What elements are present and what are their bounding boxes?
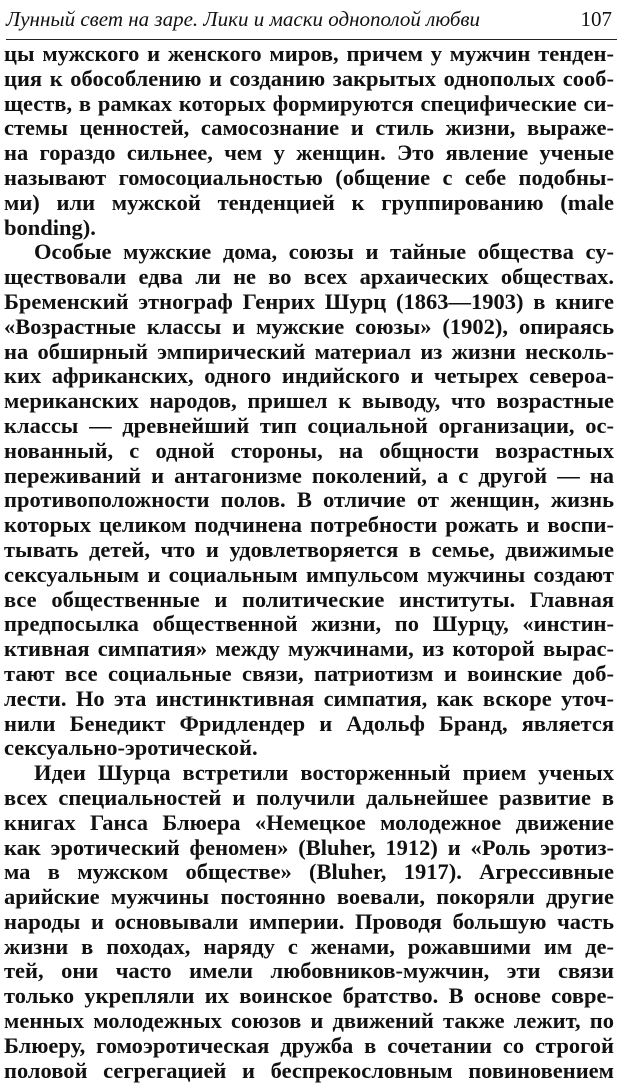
text-line: Бременский этнограф Генрих Шурц (1863—1903) в книге [4, 289, 614, 314]
text-line: ма в мужском обществе» (Bluher, 1917). Агрессивные [4, 860, 614, 885]
text-line: народы и основывали империи. Проводя большую часть [4, 909, 614, 934]
header-rule [6, 39, 617, 40]
text-line: на обширный эмпирический материал из жизни несколь- [4, 339, 614, 364]
text-line: книгах Ганса Блюера «Немецкое молодежное движение [4, 810, 614, 835]
text-line: как эротический феномен» (Bluher, 1912) и «Роль эротиз- [4, 835, 614, 860]
text-line: «Возрастные классы и мужские союзы» (1902), опираясь [4, 314, 614, 339]
text-line: классы — древнейший тип социальной организации, ос- [4, 413, 614, 438]
text-line: ктивная симпатия» между мужчинами, из которой вырас- [4, 637, 614, 662]
text-line: мериканских народов, пришел к выводу, что возрастные [4, 389, 614, 414]
text-line: нованный, с одной стороны, на общности возрастных [4, 438, 614, 463]
text-line: противоположности полов. В отличие от женщин, жизнь [4, 488, 614, 513]
paragraph-start-line: Идеи Шурца встретили восторженный прием ученых [34, 761, 614, 786]
page-number: 107 [580, 7, 612, 31]
paragraph-start-line: Особые мужские дома, союзы и тайные общества су- [34, 240, 614, 265]
text-line: называют гомосоциальностью (общение с себе подобны- [4, 165, 614, 190]
text-line: которых целиком подчинена потребности рожать и воспи- [4, 513, 614, 538]
running-title: Лунный свет на заре. Лики и маски однополой любви [6, 7, 481, 31]
text-line: жизни в походах, наряду с женами, рожавшими им де- [4, 934, 614, 959]
text-line: на гораздо сильнее, чем у женщин. Это явление ученые [4, 141, 614, 166]
text-line: bonding). [4, 215, 96, 240]
text-line: ществ, в рамках которых формируются специфические си- [4, 91, 614, 116]
text-line: ких африканских, одного индийского и четырех североа- [4, 364, 614, 389]
text-line: все общественные и политические институты. Главная [4, 587, 614, 612]
text-line: Блюеру, гомоэротическая дружба в сочетании со строгой [4, 1033, 614, 1058]
text-line: менных молодежных союзов и движений также лежит, по [4, 1009, 614, 1034]
text-line: сексуальным и социальным импульсом мужчины создают [4, 562, 614, 587]
text-line: тывать детей, что и удовлетворяется в семье, движимые [4, 537, 614, 562]
text-line: половой сегрегацией и беспрекословным повиновением [4, 1058, 614, 1083]
text-line: всех специальностей и получили дальнейшее развитие в [4, 785, 614, 810]
text-line: ция к обособлению и созданию закрытых однополых сооб- [4, 66, 614, 91]
text-line: предпосылка общественной жизни, по Шурцу, «инстин- [4, 612, 614, 637]
text-line: переживаний и антагонизме поколений, а с другой — на [4, 463, 614, 488]
text-line: только укрепляли их воинское братство. В основе совре- [4, 984, 614, 1009]
text-line: ществовали едва ли не во всех архаических обществах. [4, 265, 614, 290]
body-text [4, 42, 614, 1083]
text-line: ми) или мужской тенденцией к группированию (male [4, 190, 614, 215]
text-line: сексуально-эротической. [4, 736, 258, 761]
text-line: лести. Но эта инстинктивная симпатия, как вскоре уточ- [4, 686, 614, 711]
text-line: арийские мужчины постоянно воевали, покоряли другие [4, 885, 614, 910]
text-line: тают все социальные связи, патриотизм и воинские доб- [4, 661, 614, 686]
text-line: стемы ценностей, самосознание и стиль жизни, выраже- [4, 116, 614, 141]
text-line: цы мужского и женского миров, причем у мужчин тенден- [4, 42, 614, 66]
text-line: нили Бенедикт Фридлендер и Адольф Бранд, является [4, 711, 614, 736]
text-line: тей, они часто имели любовников-мужчин, эти связи [4, 959, 614, 984]
running-header [6, 6, 612, 34]
